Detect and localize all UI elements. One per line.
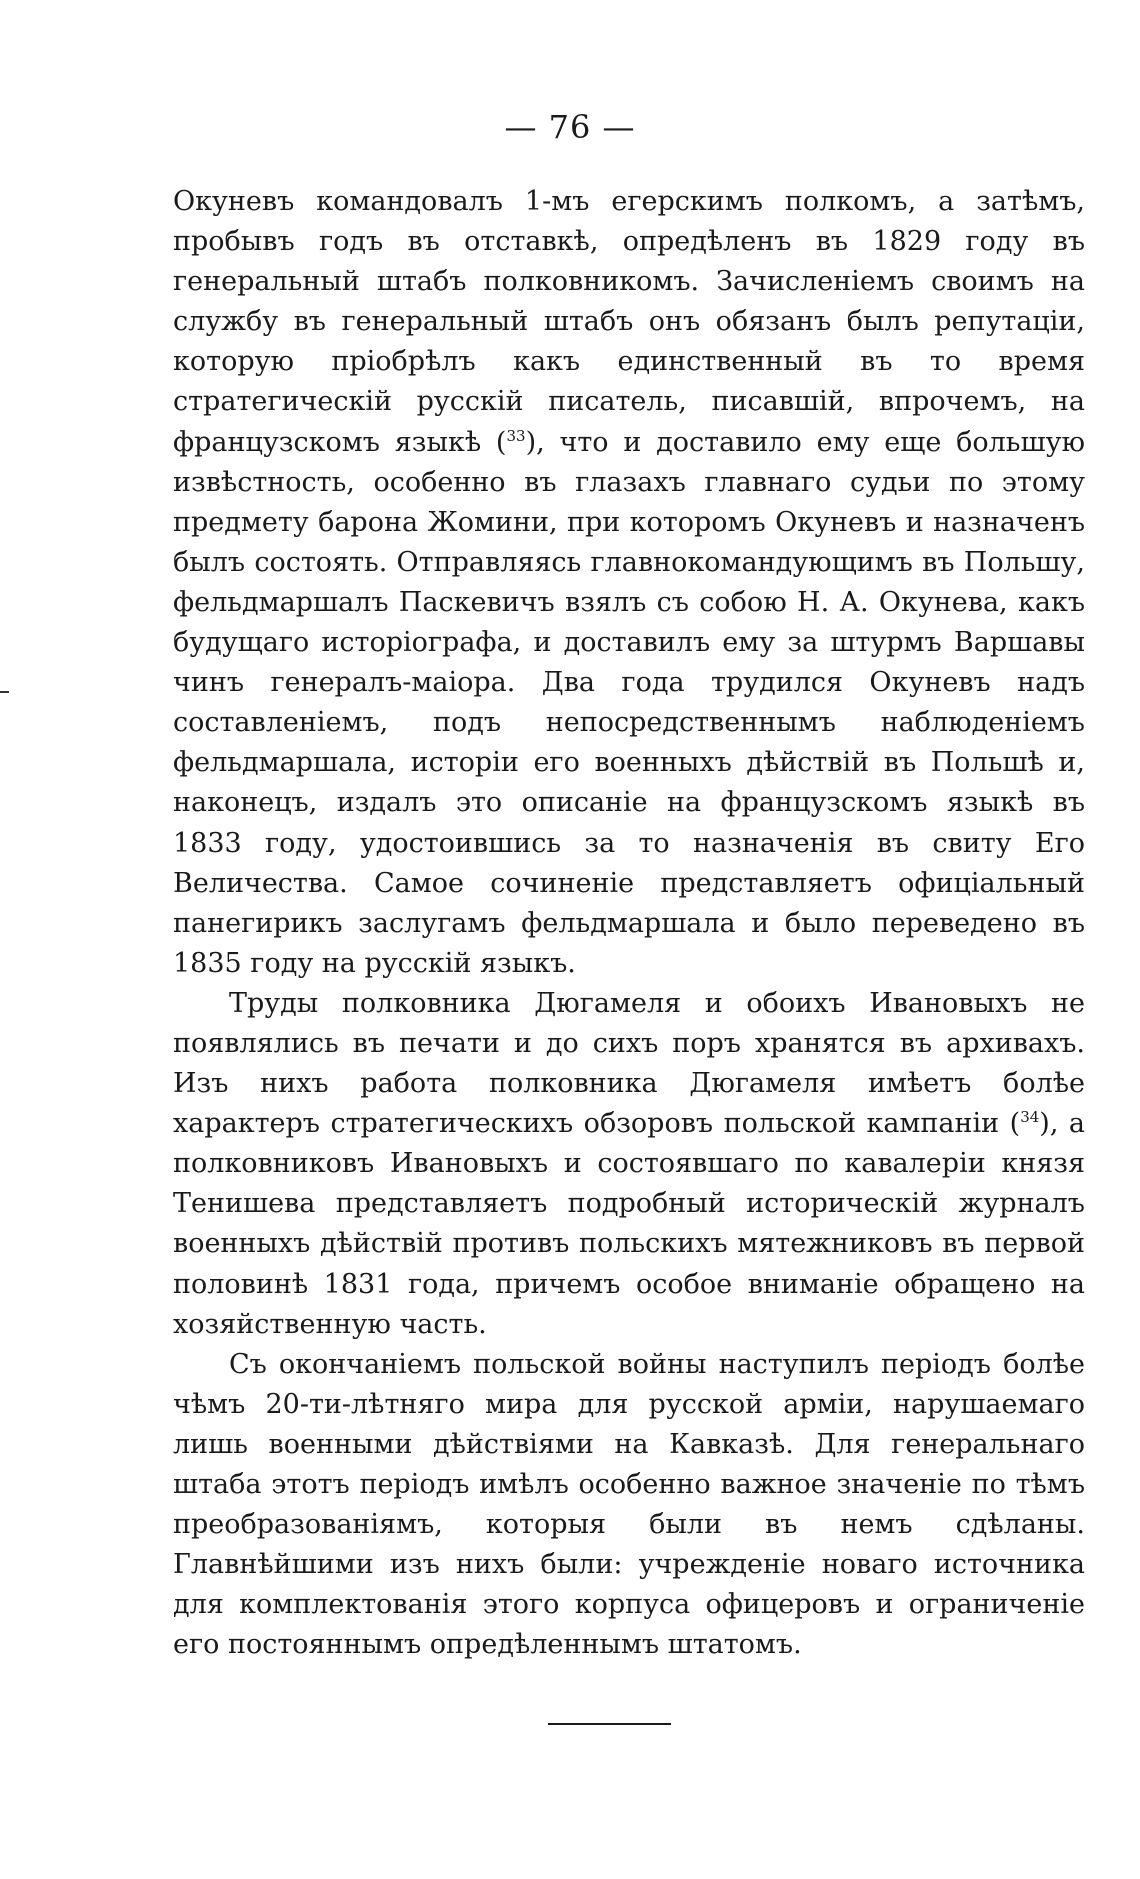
body-text [173,182,1085,1665]
paragraph-3 [173,1345,1085,1666]
footnote-separator-rule [548,1723,671,1725]
paragraph-2 [173,984,1085,1345]
paragraph-2-text-cont: ), а полковниковъ Ивановыхъ и состоявшаго по кавалеріи князя Тенишева представляетъ подробный историческій журналъ военныхъ дѣйствій противъ польскихъ мятежниковъ въ первой половинѣ 1831 года, причемъ особое вниманіе обращено на хозяйственную часть. [173,1108,1085,1340]
page-number: — 76 — [504,108,636,146]
paragraph-1-text: Окуневъ командовалъ 1-мъ егерскимъ полкомъ, а затѣмъ, пробывъ годъ въ отставкѣ, опредѣленъ въ 1829 году въ генеральный штабъ полковникомъ. Зачисленіемъ своимъ на службу въ генеральный штабъ онъ обязанъ былъ репутаціи, которую пріобрѣлъ какъ единственный въ то время стратегическій русскій писатель, писавшій, впрочемъ, на французскомъ языкѣ ( [173,186,1085,458]
footnote-ref-33[interactable]: 33 [506,426,526,445]
paragraph-1-text-cont: ), что и доставило ему еще большую извѣстность, особенно въ глазахъ главнаго судьи по этому предмету барона Жомини, при которомъ Окуневъ и назначенъ былъ состоять. Отправляясь главнокомандующимъ въ Польшу, фельдмаршалъ Паскевичъ взялъ съ собою Н. А. Окунева, какъ будущаго исторіографа, и доставилъ ему за штурмъ Варшавы чинъ генералъ-маіора. Два года трудился Окуневъ надъ составленіемъ, подъ непосредственнымъ наблюденіемъ фельдмаршала, исторіи его военныхъ дѣйствій въ Польшѣ и, наконецъ, издалъ это описаніе на французскомъ языкѣ въ 1833 году, удостоившись за то назначенія въ свиту Его Величества. Самое сочиненіе представляетъ офиціальный панегирикъ заслугамъ фельдмаршала и было переведено въ 1835 году на русскій языкъ. [173,426,1085,979]
paragraph-3-text: Съ окончаніемъ польской войны наступилъ періодъ болѣе чѣмъ 20-ти-лѣтняго мира для русской арміи, нарушаемаго лишь военными дѣйствіями на Кавказѣ. Для генеральнаго штаба этотъ періодъ имѣлъ особенно важное значеніе по тѣмъ преобразованіямъ, которыя были въ немъ сдѣланы. Главнѣйшими изъ нихъ были: учрежденіе новаго источника для комплектованія этого корпуса офицеровъ и ограниченіе его постояннымъ опредѣленнымъ штатомъ. [173,1348,1085,1661]
margin-mark [0,691,9,693]
paragraph-1 [173,182,1085,984]
footnote-ref-34[interactable]: 34 [1020,1108,1040,1127]
paragraph-2-text: Труды полковника Дюгамеля и обоихъ Ивановыхъ не появлялись въ печати и до сихъ поръ хранятся въ архивахъ. Изъ нихъ работа полковника Дюгамеля имѣетъ болѣе характеръ стратегическихъ обзоровъ польской кампаніи ( [173,987,1085,1140]
